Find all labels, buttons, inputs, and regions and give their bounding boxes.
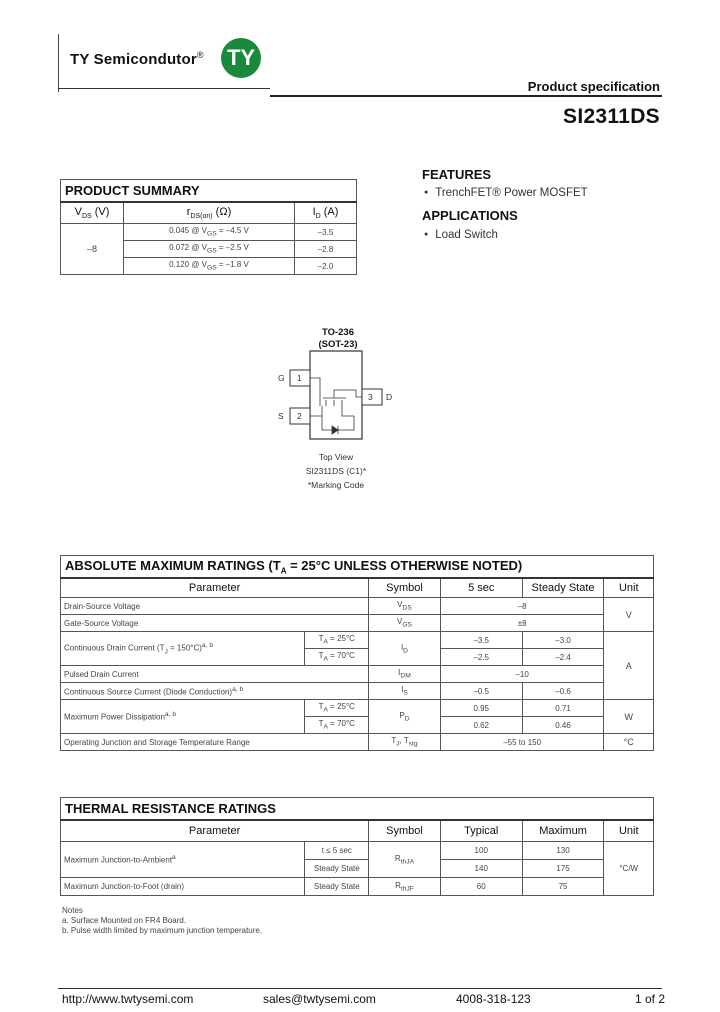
row-rjf-symbol: $R_{thJF}$ [369,878,441,896]
row-id-cond-70: $T_A = 70^\circ C$ [305,649,369,666]
product-summary-title: PRODUCT SUMMARY [61,180,357,203]
row-vds-value: –8 [440,598,604,615]
row-idm-param: Pulsed Drain Current [61,666,369,683]
row-pd-symbol: $P_D$ [369,700,441,734]
row-id-25-steady: –3.0 [522,632,604,649]
absolute-max-ratings-table [60,555,654,751]
row-pd-25-5sec: 0.95 [440,700,522,717]
thermal-hdr-symbol: Symbol [369,820,441,842]
package-view: Top View [318,452,354,462]
row-is-5sec: –0.5 [440,683,522,700]
notes-block [62,906,262,936]
unit-c: °C [604,734,654,751]
row-rjf-typ: 60 [440,878,522,896]
row-idm-value: –10 [440,666,604,683]
col-id: $I_D$ (A) [295,202,357,224]
row-tj-param: Operating Junction and Storage Temperature Range [61,734,369,751]
header-rule [58,88,270,89]
brand-name: TY Semicondutor® [70,50,204,68]
pin-s-label: S [278,411,284,421]
hdr-symbol: Symbol [369,578,441,598]
row-vgs-value: ±8 [440,615,604,632]
row-rjf-max: 75 [522,878,604,896]
row-rja-typ-1: 100 [440,842,522,860]
notes-title: Notes [62,906,83,915]
hdr-steady: Steady State [522,578,604,598]
header-vertical-rule [58,34,59,92]
mosfet-symbol [310,378,362,434]
col-vds: $V_{DS}$ (V) [61,202,124,224]
thermal-unit: °C/W [604,842,654,896]
applications-heading: APPLICATIONS [422,208,518,223]
row-pd-25-steady: 0.71 [522,700,604,717]
row-rjf-cond: Steady State [305,878,369,896]
row-id-70-steady: –2.4 [522,649,604,666]
package-name: TO-236 [321,327,355,338]
thermal-hdr-typical: Typical [440,820,522,842]
row-rja-cond-5sec: t ≤ 5 sec [305,842,369,860]
row-rja-param: Maximum Junction-to-Ambient$^a$ [61,842,305,878]
footer-rule [58,988,662,989]
row-rja-max-1: 130 [522,842,604,860]
vds-value: –8 [61,224,124,275]
row-vgs-param: Gate-Source Voltage [61,615,369,632]
pin-d-label: D [386,392,393,402]
features-heading: FEATURES [422,167,492,182]
id-row-2: –2.8 [295,241,357,258]
application-item: ● Load Switch [424,229,498,241]
row-vds-param: Drain-Source Voltage [61,598,369,615]
header-rule-thick [270,95,662,97]
pin2-number: 2 [297,411,302,421]
thermal-title: THERMAL RESISTANCE RATINGS [61,798,654,821]
row-tj-symbol: $T_J$, $T_{stg}$ [369,734,441,751]
row-rja-cond-steady: Steady State [305,860,369,878]
package-marking: SI2311DS (C1)* [305,466,367,476]
pin1-number: 1 [297,373,302,383]
footer-phone: 4008-318-123 [456,992,531,1006]
spec-label: Product specification [527,79,660,94]
row-rja-typ-2: 140 [440,860,522,878]
id-row-3: –2.0 [295,258,357,275]
footer-page: 1 of 2 [634,992,665,1006]
row-idm-symbol: $I_{DM}$ [369,666,441,683]
rds-row-1: 0.045 @ $V_{GS} = -4.5$ V [124,224,295,241]
footer-url[interactable]: http://www.twtysemi.com [62,992,194,1006]
row-id-param: Continuous Drain Current $(T_J = 150^\circ C)^{a, b}$ [61,632,305,666]
thermal-hdr-maximum: Maximum [522,820,604,842]
id-row-1: –3.5 [295,224,357,241]
package-marking-note: *Marking Code [307,480,365,490]
row-is-symbol: $I_S$ [369,683,441,700]
row-vgs-symbol: $V_{GS}$ [369,615,441,632]
col-rds: $r_{DS(on)}$ (Ω) [124,202,295,224]
thermal-resistance-table [60,797,654,896]
row-pd-cond-70: $T_A = 70^\circ C$ [305,717,369,734]
hdr-parameter: Parameter [61,578,369,598]
rds-row-3: 0.120 @ $V_{GS} = -1.8$ V [124,258,295,275]
pin-g-label: G [278,373,285,383]
unit-w: W [604,700,654,734]
row-pd-70-steady: 0.46 [522,717,604,734]
row-id-symbol: $I_D$ [369,632,441,666]
row-rja-symbol: $R_{thJA}$ [369,842,441,878]
feature-item: ● TrenchFET® Power MOSFET [424,187,588,199]
row-id-25-5sec: –3.5 [440,632,522,649]
brand-logo: TY [221,38,261,78]
note-b: b. Pulse width limited by maximum junction temperature. [62,926,263,935]
hdr-unit: Unit [604,578,654,598]
row-is-steady: –0.6 [522,683,604,700]
row-id-70-5sec: –2.5 [440,649,522,666]
footer-email[interactable]: sales@twtysemi.com [263,992,376,1006]
pin3-number: 3 [368,392,373,402]
row-is-param: Continuous Source Current (Diode Conduction)$^{a, b}$ [61,683,369,700]
row-rjf-param: Maximum Junction-to-Foot (drain) [61,878,305,896]
row-id-cond-25: $T_A = 25^\circ C$ [305,632,369,649]
unit-a: A [604,632,654,700]
thermal-hdr-parameter: Parameter [61,820,369,842]
rds-row-2: 0.072 @ $V_{GS} = -2.5$ V [124,241,295,258]
thermal-hdr-unit: Unit [604,820,654,842]
row-pd-70-5sec: 0.62 [440,717,522,734]
row-rja-max-2: 175 [522,860,604,878]
row-vds-symbol: $V_{DS}$ [369,598,441,615]
package-alt-name: (SOT-23) [318,339,358,350]
product-summary-table [60,179,357,275]
unit-v: V [604,598,654,632]
row-pd-param: Maximum Power Dissipation$^{a, b}$ [61,700,305,734]
abs-max-title: ABSOLUTE MAXIMUM RATINGS ($T_A = 25^\circ C$ UNLESS OTHERWISE NOTED) [61,556,654,579]
hdr-5sec: 5 sec [440,578,522,598]
row-tj-value: –55 to 150 [440,734,604,751]
note-a: a. Surface Mounted on FR4 Board. [62,916,187,925]
part-number: SI2311DS [563,105,660,128]
row-pd-cond-25: $T_A = 25^\circ C$ [305,700,369,717]
